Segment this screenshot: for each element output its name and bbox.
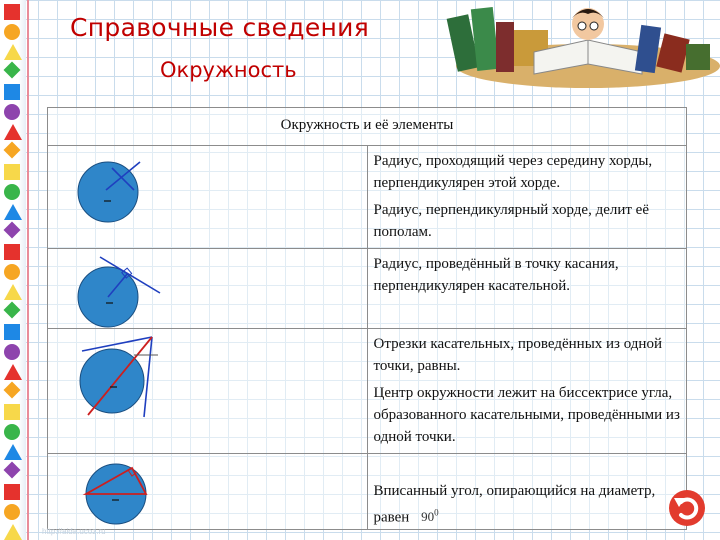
decorative-shape [4,324,20,340]
back-button[interactable] [669,490,705,526]
decorative-shape [4,124,22,140]
table-row [48,249,687,329]
notebook-margin-line [27,0,29,540]
statement-text: Центр окружности лежит на биссектрисе угла, образованного касательными, проведёнными из одной точки. [373,385,680,445]
decorative-shape [4,382,21,399]
statement-cell [367,249,687,329]
degree-mark: 0 [434,508,439,518]
decorative-shape [4,524,22,540]
footer-url: http://aida.ucoz.ru [42,527,106,536]
statement-text: Радиус, проходящий через середину хорды, перпендикулярен этой хорде. [373,153,653,191]
figure-cell [48,146,368,249]
statement-cell [367,454,687,530]
undo-arrow-icon [669,490,705,526]
table-row [48,329,687,454]
student-reading-books-illustration [438,0,720,92]
tangents-from-one-point-figure [48,329,174,423]
circle-properties-table [47,107,687,530]
statement-text: Радиус, перпендикулярный хорде, делит её пополам. [373,202,650,240]
inscribed-angle-on-diameter-figure [48,454,174,530]
decorative-shape [4,462,21,479]
table-heading: Окружность и её элементы [48,108,687,146]
figure-cell [48,249,368,329]
decorative-shape [4,4,20,20]
decorative-shape [4,484,20,500]
statement-cell [367,146,687,249]
decorative-shape [4,222,21,239]
decorative-shape [4,244,20,260]
figure-cell [48,454,368,530]
decorative-shape [4,104,20,120]
decorative-shape [4,504,20,520]
decorative-shape [4,24,20,40]
decorative-shape [4,204,22,220]
figure-cell [48,329,368,454]
statement-text: Отрезки касательных, проведённых из одной точки, равны. [373,336,662,374]
decorative-shape [4,404,20,420]
decorative-shape [4,364,22,380]
angle-value [421,509,439,524]
angle-number: 90 [421,509,435,525]
decorative-shape [4,444,22,460]
decorative-shape [4,344,20,360]
decorative-shape [4,84,20,100]
radius-through-chord-midpoint-figure [48,146,174,232]
decorative-shape [4,424,20,440]
page-subtitle: Окружность [160,58,297,82]
table-row [48,454,687,530]
statement-text: Радиус, проведённый в точку касания, перпендикулярен касательной. [373,256,619,294]
decorative-shape [4,62,21,79]
decorative-shape [4,302,21,319]
decorative-shape [4,142,21,159]
left-decorative-strip [0,0,26,540]
decorative-shape [4,284,22,300]
decorative-shape [4,264,20,280]
decorative-shape [4,164,20,180]
statement-text: Вписанный угол, опирающийся на диаметр, равен [373,483,656,526]
page-title: Справочные сведения [70,13,370,42]
decorative-shape [4,184,20,200]
table-row [48,146,687,249]
decorative-shape [4,44,22,60]
radius-to-tangent-point-figure [48,249,174,329]
statement-cell [367,329,687,454]
